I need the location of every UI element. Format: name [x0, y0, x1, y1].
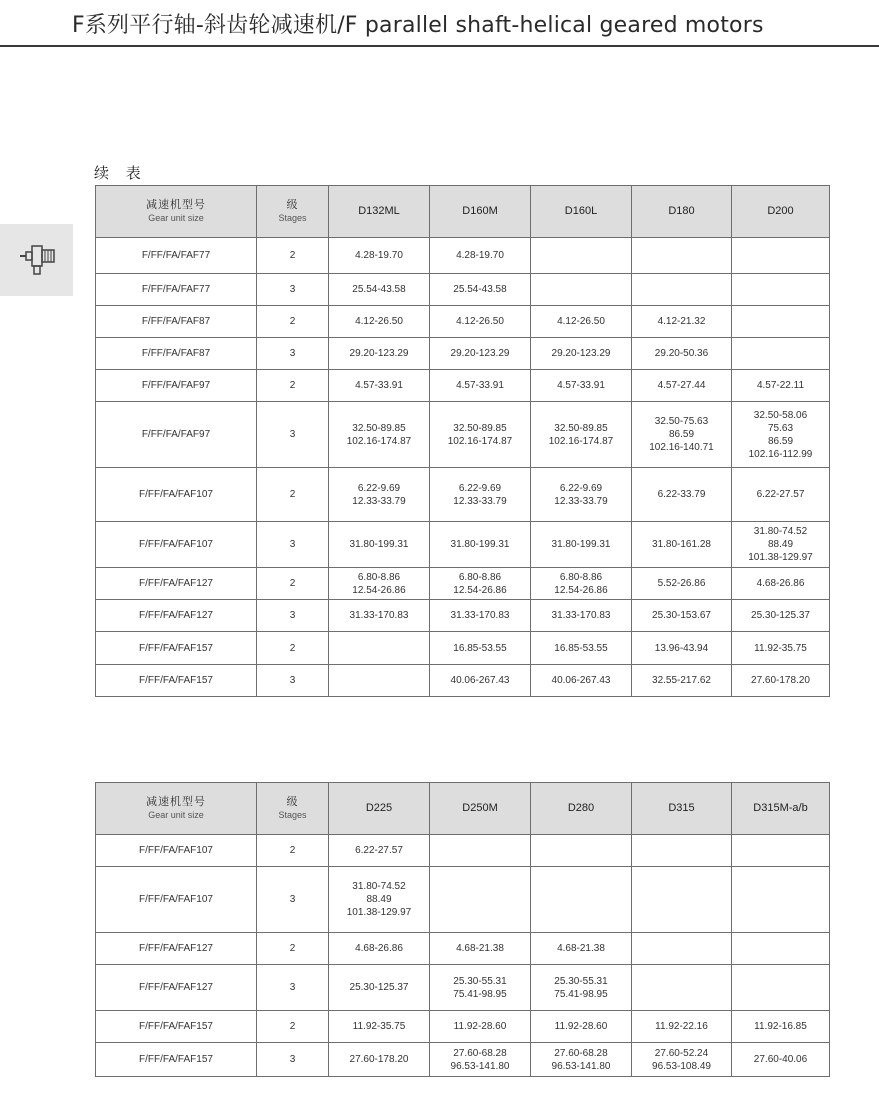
table-row — [96, 965, 830, 1011]
cell-stages: 2 — [257, 468, 329, 522]
cell-ratio — [329, 665, 430, 697]
cell-ratio — [430, 468, 531, 522]
table-row — [96, 468, 830, 522]
table-row — [96, 306, 830, 338]
col-header-motor: D200 — [732, 186, 830, 238]
cell-ratio — [632, 370, 732, 402]
cell-ratio — [531, 632, 632, 665]
cell-ratio — [632, 522, 732, 568]
ratio-line: 31.80-199.31 — [551, 539, 611, 550]
ratio-line: 12.33-33.79 — [453, 495, 507, 507]
ratio-line: 6.80-8.86 — [559, 571, 603, 583]
cell-ratio — [732, 402, 830, 468]
cell-stages: 2 — [257, 1011, 329, 1043]
cell-ratio — [632, 238, 732, 274]
cell-ratio — [329, 632, 430, 665]
cell-model: F/FF/FA/FAF107 — [96, 468, 257, 522]
ratio-line: 86.59 — [668, 429, 695, 440]
ratio-line: 12.54-26.86 — [554, 584, 608, 596]
cell-ratio — [531, 338, 632, 370]
ratio-line: 27.60-68.28 — [554, 1047, 608, 1059]
ratio-line: 25.54-43.58 — [453, 284, 507, 295]
table-row — [96, 568, 830, 600]
cell-model: F/FF/FA/FAF157 — [96, 665, 257, 697]
ratio-line: 4.12-26.50 — [557, 316, 605, 327]
ratio-line: 31.80-199.31 — [349, 539, 409, 550]
ratio-line: 4.57-33.91 — [456, 380, 504, 391]
col-header-motor: D180 — [632, 186, 732, 238]
table-row — [96, 1043, 830, 1077]
ratio-line: 29.20-123.29 — [349, 348, 409, 359]
cell-ratio — [632, 468, 732, 522]
cell-ratio — [329, 370, 430, 402]
cell-ratio — [632, 933, 732, 965]
ratio-line: 11.92-16.85 — [754, 1021, 807, 1032]
cell-ratio — [732, 835, 830, 867]
ratio-line: 32.50-58.06 — [753, 409, 808, 421]
table-header-row — [96, 186, 830, 238]
cell-ratio — [632, 1011, 732, 1043]
ratio-line: 25.30-153.67 — [652, 610, 711, 621]
cell-stages: 2 — [257, 835, 329, 867]
cell-stages: 2 — [257, 370, 329, 402]
cell-ratio — [329, 600, 430, 632]
cell-stages: 2 — [257, 238, 329, 274]
cell-ratio — [632, 338, 732, 370]
ratio-line: 29.20-50.36 — [654, 348, 709, 359]
cell-ratio — [531, 965, 632, 1011]
cell-ratio — [430, 402, 531, 468]
ratio-line: 27.60-40.06 — [753, 1054, 808, 1065]
col-header-model: 减速机型号 Gear unit size — [96, 783, 257, 835]
ratio-line: 31.80-161.28 — [652, 539, 711, 550]
cell-ratio — [732, 1011, 830, 1043]
ratio-line: 6.22-27.57 — [355, 845, 403, 856]
ratio-line: 6.22-9.69 — [559, 482, 603, 494]
cell-ratio — [430, 238, 531, 274]
cell-ratio — [732, 933, 830, 965]
ratio-line: 31.80-74.52 — [753, 526, 808, 537]
table-row — [96, 933, 830, 965]
cell-stages: 2 — [257, 632, 329, 665]
cell-ratio — [632, 665, 732, 697]
cell-ratio — [329, 274, 430, 306]
cell-ratio — [430, 370, 531, 402]
cell-ratio — [430, 665, 531, 697]
cell-ratio — [732, 306, 830, 338]
cell-ratio — [531, 402, 632, 468]
cell-stages: 3 — [257, 600, 329, 632]
col-header-motor: D315 — [632, 783, 732, 835]
ratio-line: 4.12-26.50 — [355, 316, 403, 327]
cell-stages: 2 — [257, 933, 329, 965]
cell-ratio — [329, 238, 430, 274]
continued-label: 续 表 — [94, 164, 147, 182]
col-header-stages: 级 Stages — [257, 783, 329, 835]
cell-ratio — [329, 402, 430, 468]
ratio-line: 96.53-141.80 — [450, 1060, 510, 1072]
ratio-line: 25.30-55.31 — [453, 975, 507, 987]
ratio-line: 75.63 — [767, 422, 794, 434]
gearmotor-icon — [18, 242, 56, 278]
ratio-line: 102.16-174.87 — [346, 435, 412, 447]
table-header-row — [96, 783, 830, 835]
ratio-line: 32.50-75.63 — [654, 416, 709, 427]
cell-stages: 3 — [257, 867, 329, 933]
cell-stages: 2 — [257, 568, 329, 600]
ratio-line: 4.57-33.91 — [557, 380, 605, 391]
ratio-line: 4.68-26.86 — [756, 578, 805, 589]
ratio-line: 75.41-98.95 — [554, 988, 608, 1000]
ratio-line: 32.55-217.62 — [652, 675, 711, 686]
ratio-line: 32.50-89.85 — [554, 422, 608, 434]
ratio-line: 101.38-129.97 — [748, 552, 813, 563]
cell-ratio — [430, 568, 531, 600]
cell-model: F/FF/FA/FAF87 — [96, 338, 257, 370]
cell-ratio — [732, 522, 830, 568]
cell-stages: 3 — [257, 522, 329, 568]
cell-ratio — [430, 933, 531, 965]
ratio-line: 4.68-26.86 — [355, 943, 403, 954]
ratio-line: 4.12-21.32 — [657, 316, 706, 327]
ratio-line: 40.06-267.43 — [450, 675, 510, 686]
cell-ratio — [732, 238, 830, 274]
header-rule — [0, 45, 879, 47]
ratio-line: 29.20-123.29 — [551, 348, 611, 359]
ratio-line: 12.33-33.79 — [554, 495, 608, 507]
cell-ratio — [430, 632, 531, 665]
ratio-line: 4.57-33.91 — [355, 380, 403, 391]
ratio-line: 88.49 — [767, 539, 794, 550]
cell-model: F/FF/FA/FAF127 — [96, 933, 257, 965]
cell-ratio — [632, 274, 732, 306]
cell-ratio — [430, 835, 531, 867]
cell-stages: 3 — [257, 338, 329, 370]
ratio-line: 32.50-89.85 — [352, 422, 406, 434]
ratio-line: 11.92-28.60 — [453, 1021, 507, 1032]
ratio-line: 11.92-35.75 — [754, 642, 807, 654]
ratio-line: 101.38-129.97 — [346, 907, 412, 918]
cell-ratio — [732, 468, 830, 522]
cell-ratio — [531, 306, 632, 338]
ratio-line: 27.60-178.20 — [349, 1054, 409, 1065]
ratio-line: 12.54-26.86 — [352, 584, 406, 596]
cell-ratio — [329, 468, 430, 522]
table-row — [96, 867, 830, 933]
table-row — [96, 338, 830, 370]
ratio-line: 27.60-52.24 — [654, 1047, 709, 1059]
table-row — [96, 835, 830, 867]
ratio-line: 4.28-19.70 — [456, 250, 504, 261]
side-tab[interactable] — [0, 224, 73, 296]
col-header-stages: 级 Stages — [257, 186, 329, 238]
table-row — [96, 600, 830, 632]
col-header-motor: D250M — [430, 783, 531, 835]
cell-model: F/FF/FA/FAF127 — [96, 600, 257, 632]
cell-ratio — [430, 1043, 531, 1077]
col-header-motor: D315M-a/b — [732, 783, 830, 835]
cell-ratio — [430, 965, 531, 1011]
cell-ratio — [732, 665, 830, 697]
ratio-line: 5.52-26.86 — [657, 578, 706, 589]
cell-ratio — [329, 1011, 430, 1043]
cell-ratio — [531, 238, 632, 274]
cell-stages: 3 — [257, 402, 329, 468]
cell-model: F/FF/FA/FAF107 — [96, 522, 257, 568]
cell-model: F/FF/FA/FAF87 — [96, 306, 257, 338]
cell-ratio — [329, 1043, 430, 1077]
cell-ratio — [632, 867, 732, 933]
ratio-line: 6.22-27.57 — [756, 489, 805, 500]
ratio-line: 6.80-8.86 — [458, 571, 502, 583]
ratio-line: 102.16-140.71 — [649, 442, 714, 453]
ratio-line: 88.49 — [366, 894, 392, 905]
ratio-line: 11.92-28.60 — [554, 1021, 608, 1032]
ratio-line: 86.59 — [767, 435, 794, 447]
cell-model: F/FF/FA/FAF127 — [96, 568, 257, 600]
cell-ratio — [430, 274, 531, 306]
cell-model: F/FF/FA/FAF107 — [96, 835, 257, 867]
cell-model: F/FF/FA/FAF77 — [96, 274, 257, 306]
cell-model: F/FF/FA/FAF97 — [96, 370, 257, 402]
ratio-line: 11.92-22.16 — [655, 1021, 708, 1032]
col-header-motor: D160M — [430, 186, 531, 238]
cell-ratio — [430, 522, 531, 568]
ratio-line: 25.54-43.58 — [352, 284, 406, 295]
cell-ratio — [531, 370, 632, 402]
cell-ratio — [531, 835, 632, 867]
cell-ratio — [531, 867, 632, 933]
cell-ratio — [329, 568, 430, 600]
ratio-line: 96.53-141.80 — [551, 1060, 611, 1072]
ratio-line: 11.92-35.75 — [352, 1021, 406, 1032]
ratio-line: 27.60-178.20 — [751, 675, 810, 686]
cell-ratio — [732, 338, 830, 370]
ratio-table-1 — [95, 185, 830, 697]
cell-ratio — [732, 274, 830, 306]
cell-ratio — [732, 600, 830, 632]
ratio-line: 31.80-74.52 — [352, 881, 406, 892]
cell-ratio — [329, 965, 430, 1011]
cell-ratio — [329, 338, 430, 370]
cell-model: F/FF/FA/FAF107 — [96, 867, 257, 933]
ratio-line: 4.68-21.38 — [557, 943, 605, 954]
ratio-line: 27.60-68.28 — [453, 1047, 507, 1059]
ratio-line: 29.20-123.29 — [450, 348, 510, 359]
cell-ratio — [430, 867, 531, 933]
cell-ratio — [732, 1043, 830, 1077]
cell-stages: 3 — [257, 1043, 329, 1077]
cell-ratio — [531, 568, 632, 600]
cell-ratio — [531, 600, 632, 632]
cell-ratio — [732, 632, 830, 665]
cell-ratio — [531, 1011, 632, 1043]
ratio-line: 12.54-26.86 — [453, 584, 507, 596]
table-row — [96, 370, 830, 402]
cell-ratio — [632, 632, 732, 665]
table-row — [96, 402, 830, 468]
table-row — [96, 522, 830, 568]
cell-ratio — [531, 1043, 632, 1077]
ratio-line: 75.41-98.95 — [453, 988, 507, 1000]
cell-ratio — [632, 402, 732, 468]
cell-ratio — [732, 867, 830, 933]
ratio-line: 25.30-55.31 — [554, 975, 608, 987]
ratio-line: 12.33-33.79 — [352, 495, 406, 507]
col-header-model: 减速机型号 Gear unit size — [96, 186, 257, 238]
ratio-table-2 — [95, 782, 830, 1077]
cell-model: F/FF/FA/FAF127 — [96, 965, 257, 1011]
cell-stages: 3 — [257, 274, 329, 306]
cell-ratio — [329, 835, 430, 867]
cell-ratio — [430, 1011, 531, 1043]
cell-ratio — [632, 568, 732, 600]
ratio-line: 6.80-8.86 — [357, 571, 401, 583]
ratio-line: 25.30-125.37 — [751, 610, 810, 621]
table-row — [96, 274, 830, 306]
cell-ratio — [329, 522, 430, 568]
cell-ratio — [632, 1043, 732, 1077]
ratio-line: 13.96-43.94 — [654, 642, 709, 654]
cell-stages: 3 — [257, 965, 329, 1011]
ratio-line: 16.85-53.55 — [554, 642, 608, 654]
cell-stages: 3 — [257, 665, 329, 697]
table-row — [96, 632, 830, 665]
ratio-line: 31.80-199.31 — [450, 539, 510, 550]
ratio-line: 40.06-267.43 — [551, 675, 611, 686]
table-row — [96, 1011, 830, 1043]
cell-ratio — [329, 306, 430, 338]
ratio-line: 4.57-22.11 — [756, 380, 805, 391]
ratio-line: 102.16-174.87 — [548, 435, 614, 447]
col-header-motor: D225 — [329, 783, 430, 835]
cell-ratio — [732, 370, 830, 402]
col-header-motor: D280 — [531, 783, 632, 835]
table-row — [96, 665, 830, 697]
cell-ratio — [531, 933, 632, 965]
cell-model: F/FF/FA/FAF157 — [96, 1011, 257, 1043]
ratio-line: 25.30-125.37 — [349, 982, 409, 993]
cell-ratio — [329, 933, 430, 965]
cell-ratio — [430, 306, 531, 338]
ratio-line: 96.53-108.49 — [652, 1060, 711, 1072]
cell-ratio — [430, 338, 531, 370]
ratio-line: 16.85-53.55 — [453, 642, 507, 654]
ratio-line: 102.16-174.87 — [447, 435, 513, 447]
ratio-line: 6.22-33.79 — [657, 489, 706, 500]
cell-model: F/FF/FA/FAF157 — [96, 1043, 257, 1077]
ratio-line: 4.68-21.38 — [456, 943, 504, 954]
cell-ratio — [531, 522, 632, 568]
cell-ratio — [632, 835, 732, 867]
ratio-line: 31.33-170.83 — [349, 610, 409, 621]
col-header-motor: D132ML — [329, 186, 430, 238]
ratio-line: 6.22-9.69 — [458, 482, 502, 494]
cell-ratio — [430, 600, 531, 632]
page-title: F系列平行轴-斜齿轮减速机/F parallel shaft-helical geared motors — [72, 13, 764, 38]
col-header-motor: D160L — [531, 186, 632, 238]
cell-ratio — [531, 274, 632, 306]
ratio-line: 31.33-170.83 — [450, 610, 510, 621]
cell-model: F/FF/FA/FAF97 — [96, 402, 257, 468]
ratio-line: 102.16-112.99 — [748, 448, 813, 460]
cell-ratio — [531, 665, 632, 697]
ratio-line: 4.12-26.50 — [456, 316, 504, 327]
cell-ratio — [632, 306, 732, 338]
ratio-line: 31.33-170.83 — [551, 610, 611, 621]
cell-model: F/FF/FA/FAF77 — [96, 238, 257, 274]
cell-model: F/FF/FA/FAF157 — [96, 632, 257, 665]
cell-stages: 2 — [257, 306, 329, 338]
ratio-line: 6.22-9.69 — [357, 482, 401, 494]
cell-ratio — [632, 600, 732, 632]
cell-ratio — [531, 468, 632, 522]
cell-ratio — [732, 568, 830, 600]
ratio-line: 4.28-19.70 — [355, 250, 403, 261]
cell-ratio — [632, 965, 732, 1011]
cell-ratio — [732, 965, 830, 1011]
table-row — [96, 238, 830, 274]
cell-ratio — [329, 867, 430, 933]
ratio-line: 32.50-89.85 — [453, 422, 507, 434]
ratio-line: 4.57-27.44 — [657, 380, 706, 391]
